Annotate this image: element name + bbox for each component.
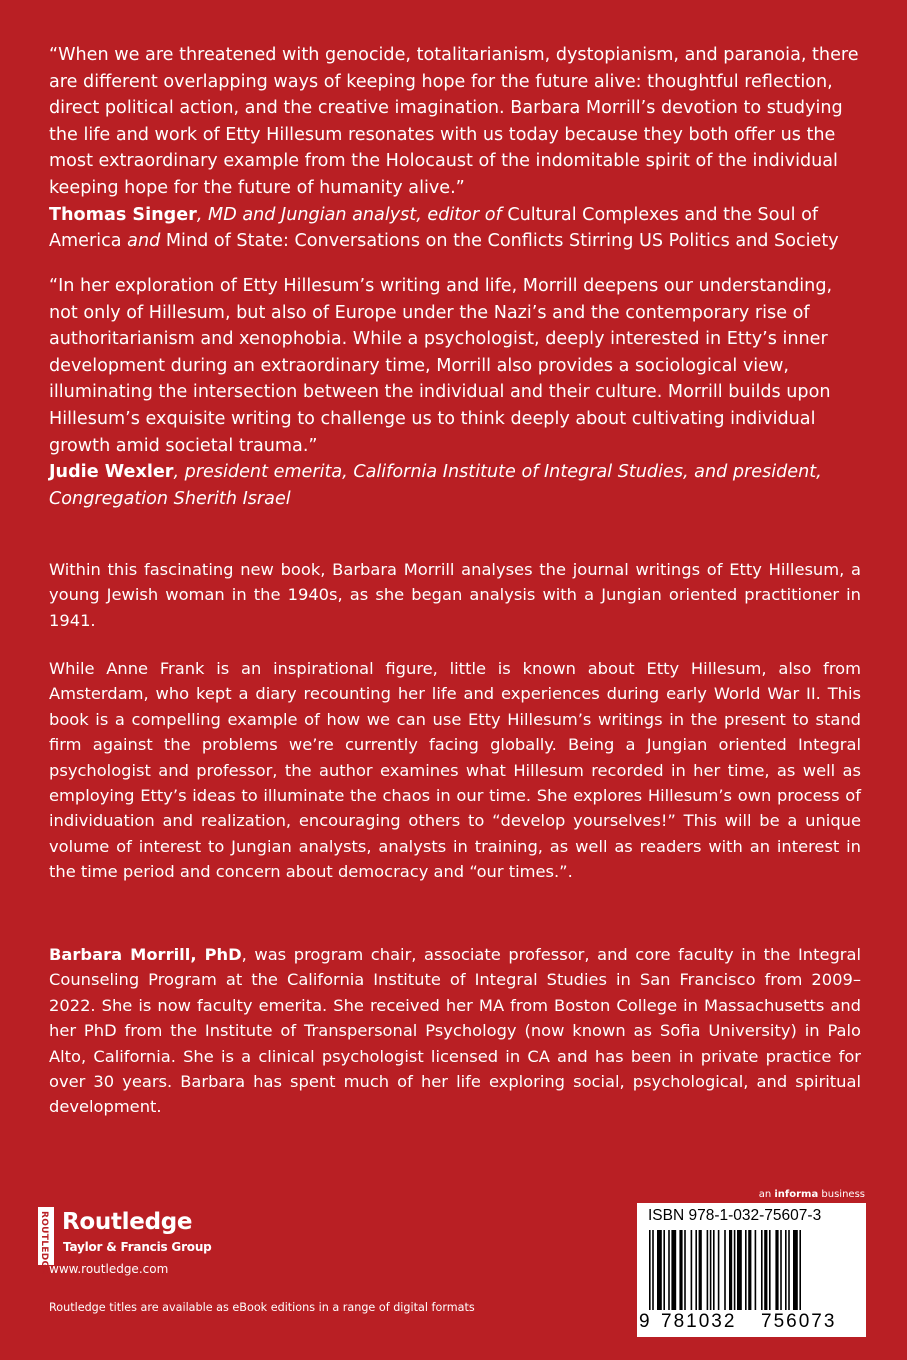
barcode-bar	[718, 1230, 720, 1310]
barcode-bar	[652, 1230, 654, 1310]
publisher-group: Taylor & Francis Group	[63, 1240, 212, 1254]
barcode-bar	[775, 1230, 778, 1310]
endorser-role: , president emerita, California Institute of Integral Studies, and president, Congregation Sherith Israel	[49, 462, 822, 509]
barcode-bar	[799, 1230, 801, 1310]
publisher-name: Routledge	[62, 1209, 193, 1235]
author-name: Barbara Morrill, PhD	[49, 945, 242, 964]
barcode-bar	[755, 1230, 757, 1310]
barcode-bar	[724, 1230, 726, 1310]
barcode-bar	[793, 1230, 798, 1310]
barcode-bar	[745, 1230, 747, 1310]
barcode-bar	[748, 1230, 751, 1310]
endorsement-quote: “In her exploration of Etty Hillesum’s writing and life, Morrill deepens our understanding, not only of Hillesum, but also of Europe under the Nazi’s and the contemporary rise of authoritarianism and xenophobia. While a psychologist, deeply interested in Etty’s inner development during an extraordinary time, Morrill also provides a sociological view, illuminating the intersection between the individual and their culture. Morrill builds upon Hillesum’s exquisite writing to challenge us to think deeply about cultivating individual growth amid societal trauma.”	[49, 276, 833, 456]
ebook-note: Routledge titles are available as eBook editions in a range of digital formats	[49, 1301, 475, 1314]
endorser-name: Thomas Singer	[49, 204, 197, 225]
endorsement-wexler	[49, 273, 864, 512]
isbn-barcode: ISBN 978-1-032-75607-3 9 781032 756073	[637, 1203, 866, 1337]
barcode-bar	[761, 1230, 763, 1310]
barcode-bar	[695, 1230, 697, 1310]
endorser-role: , MD and Jungian analyst, editor of	[196, 204, 508, 225]
isbn-text: ISBN 978-1-032-75607-3	[648, 1207, 822, 1224]
barcode-bar	[764, 1230, 767, 1310]
publisher-url[interactable]: www.routledge.com	[49, 1262, 169, 1276]
barcode-bar	[668, 1230, 670, 1310]
barcode-bar	[734, 1230, 736, 1310]
endorser-name: Judie Wexler	[49, 462, 174, 483]
barcode-bar	[671, 1230, 676, 1310]
description-paragraph: While Anne Frank is an inspirational figure, little is known about Etty Hillesum, also from Amsterdam, who kept a diary recounting her life and experiences during early World War II. This book is a compelling example of how we can use Etty Hillesum’s writings in the present to stand firm against the problems we’re currently facing globally. Being a Jungian oriented Integral psychologist and professor, the author examines what Hillesum recorded in her time, as well as employing Etty’s ideas to illuminate the chaos in our time. She explores Hillesum’s own process of individuation and realization, encouraging others to “develop yourselves!” This will be a unique volume of interest to Jungian analysts, analysts in training, as well as readers with an interest in the time period and concern about democracy and “our times.”.	[49, 659, 861, 882]
barcode-bar	[649, 1230, 651, 1310]
barcode-bars	[649, 1230, 854, 1322]
barcode-bar	[785, 1230, 787, 1310]
informa-tagline: an informa business	[758, 1189, 865, 1200]
barcode-bar	[710, 1230, 712, 1310]
barcode-bar	[699, 1230, 702, 1310]
author-bio	[49, 942, 861, 1120]
routledge-mark-icon: ROUTLEDGE	[38, 1207, 54, 1265]
barcode-bar	[713, 1230, 715, 1310]
author-bio-text: , was program chair, associate professor, and core faculty in the Integral Counseling Program at the California Institute of Integral Studies in San Francisco from 2009– 2022. She is now faculty emerita. She received her MA from Boston College in Massachusetts and her PhD from the Institute of Transpersonal Psychology (now known as Sofia University) in Palo Alto, California. She is a clinical psychologist licensed in CA and has been in private practice for over 30 years. Barbara has spent much of her life exploring social, psychological, and spiritual development.	[49, 945, 861, 1117]
barcode-bar	[769, 1230, 771, 1310]
barcode-bar	[679, 1230, 682, 1310]
barcode-bar	[737, 1230, 742, 1310]
barcode-bar	[684, 1230, 686, 1310]
description-paragraph: Within this fascinating new book, Barbara Morrill analyses the journal writings of Etty Hillesum, a young Jewish woman in the 1940s, as she began analysis with a Jungian oriented practitioner in 1941.	[49, 560, 861, 630]
barcode-bar	[780, 1230, 782, 1310]
barcode-bar	[691, 1230, 693, 1310]
barcode-bar	[657, 1230, 662, 1310]
barcode-bar	[729, 1230, 732, 1310]
barcode-bar	[707, 1230, 709, 1310]
book-title: Cultural Complexes and the Soul of America	[49, 204, 819, 252]
barcode-bar	[788, 1230, 790, 1310]
barcode-bar	[663, 1230, 665, 1310]
book-title: Mind of State: Conversations on the Conflicts Stirring US Politics and Society	[165, 231, 839, 252]
endorsement-quote: “When we are threatened with genocide, totalitarianism, dystopianism, and paranoia, there are different overlapping ways of keeping hope for the future alive: thoughtful reflection, direct political action, and the creative imagination. Barbara Morrill’s devotion to studying the life and work of Etty Hillesum resonates with us today because they both offer us the most extraordinary example from the Holocaust of the indomitable spirit of the individual keeping hope for the future of humanity alive.”	[49, 45, 859, 198]
endorser-role-and: and	[121, 231, 166, 252]
endorsement-singer	[49, 42, 864, 255]
